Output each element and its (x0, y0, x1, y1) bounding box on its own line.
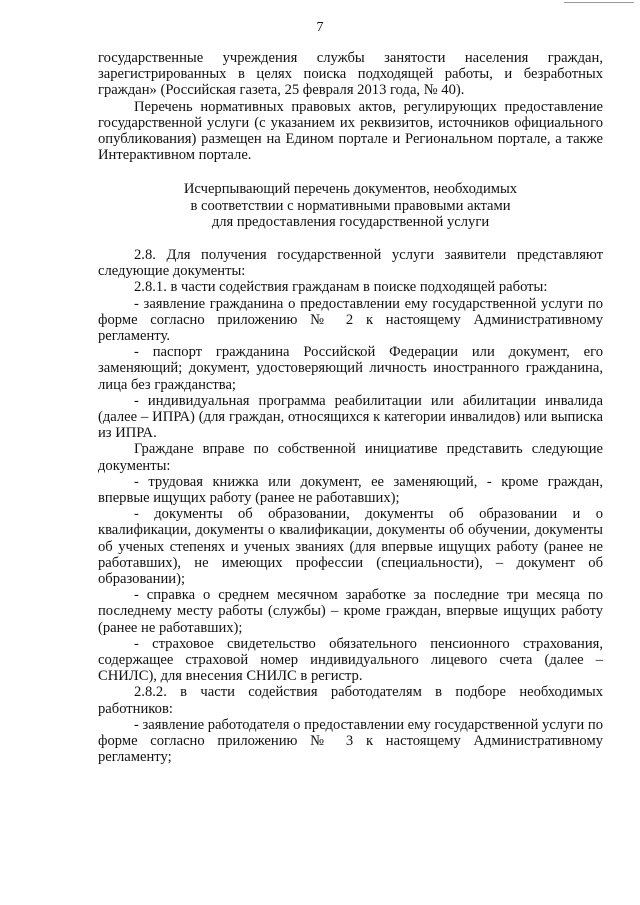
list-item-ipra: - индивидуальная программа реабилитации или абилитации инвалида (далее – ИПРА) (для граждан, относящихся к категории инвалидов) или выписка из ИПРА. (98, 392, 603, 442)
list-item-snils: - страховое свидетельство обязательного пенсионного страхования, содержащее страховой номер индивидуального лицевого счета (далее – СНИЛС), для внесения СНИЛС в регистр. (98, 635, 603, 685)
list-item-application: - заявление гражданина о предоставлении ему государственной услуги по форме согласно приложению № 2 к настоящему Административному регламенту. (98, 295, 603, 344)
heading-line: в соответствии с нормативными правовыми актами (190, 197, 511, 214)
document-body (98, 50, 603, 765)
paragraph-legal-acts: Перечень нормативных правовых актов, регулирующих предоставление государственной услуги (с указанием их реквизитов, источников официального опубликования) размещен на Едином портале и Региональном портале, а также Интерактивном портале. (98, 98, 603, 164)
list-item-education-documents: - документы об образовании, документы об образовании и о квалификации, документы о квалификации, документы об обучении, документы об ученых степенях и ученых званиях (для впервые ищущих работу (ранее не работавших), не имеющих профессии (специальности), – документ об образовании); (98, 506, 603, 587)
paragraph-2-8-2: 2.8.2. в части содействия работодателям в подборе необходимых работников: (98, 684, 603, 717)
list-item-employment-record: - трудовая книжка или документ, ее заменяющий, - кроме граждан, впервые ищущих работу (ранее не работавших); (98, 473, 603, 506)
paragraph-continuation: государственные учреждения службы занятости населения граждан, зарегистрированных в целях поиска подходящей работы, и безработных граждан» (Российская газета, 25 февраля 2013 года, № 40). (98, 50, 603, 99)
list-item-salary-certificate: - справка о среднем месячном заработке за последние три месяца по последнему месту работы (службы) – кроме граждан, впервые ищущих работу (ранее не работавших); (98, 587, 603, 636)
list-item-passport: - паспорт гражданина Российской Федерации или документ, его заменяющий; документ, удостоверяющий личность иностранного гражданина, лица без гражданства; (98, 344, 603, 393)
list-item-employer-application: - заявление работодателя о предоставлении ему государственной услуги по форме согласно приложению № 3 к настоящему Административному регламенту; (98, 716, 603, 766)
paragraph-2-8: 2.8. Для получения государственной услуги заявители представляют следующие документы: (98, 246, 603, 280)
section-heading (98, 181, 603, 231)
paragraph-optional-documents: Граждане вправе по собственной инициативе представить следующие документы: (98, 441, 603, 474)
page-number: 7 (316, 20, 324, 35)
paragraph-2-8-1: 2.8.1. в части содействия гражданам в поиске подходящей работы: (134, 279, 548, 296)
heading-line: для предоставления государственной услуги (211, 214, 490, 231)
top-edge-line (564, 2, 634, 3)
heading-line: Исчерпывающий перечень документов, необходимых (183, 181, 518, 198)
